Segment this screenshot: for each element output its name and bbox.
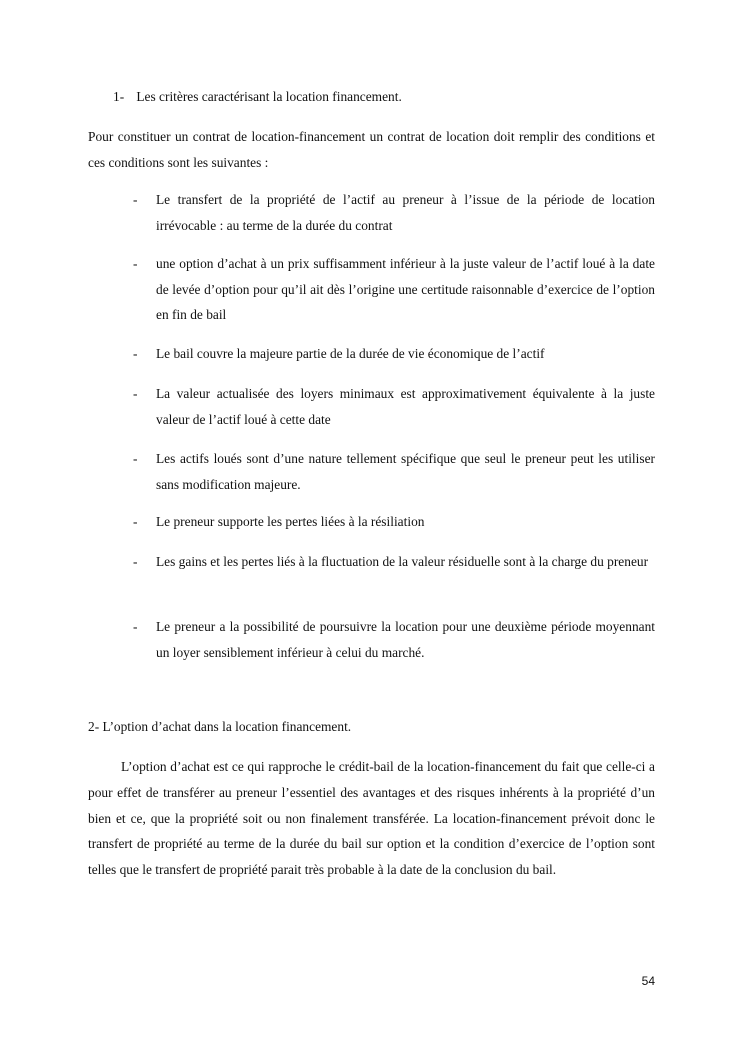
bullet-dash: - xyxy=(133,514,138,529)
bullet-dash: - xyxy=(133,192,138,207)
bullet-dash: - xyxy=(133,554,138,569)
criteria-item-text: Le transfert de la propriété de l’actif au preneur à l’issue de la période de location irrévocable : au terme de la durée du contrat xyxy=(156,192,655,233)
criteria-item-text: La valeur actualisée des loyers minimaux est approximativement équivalente à la juste valeur de l’actif loué à cette date xyxy=(156,386,655,427)
criteria-item-text: Les actifs loués sont d’une nature tellement spécifique que seul le preneur peut les utiliser sans modification majeure. xyxy=(156,451,655,492)
section-1-title: Les critères caractérisant la location financement. xyxy=(136,89,402,104)
bullet-dash: - xyxy=(133,346,138,361)
section-1-heading xyxy=(113,87,673,107)
bullet-dash: - xyxy=(133,619,138,634)
section-2-paragraph xyxy=(88,754,655,883)
bullet-dash: - xyxy=(133,451,138,466)
criteria-item-text: une option d’achat à un prix suffisamment inférieur à la juste valeur de l’actif loué à la date de levée d’option pour qu’il ait dès l’origine une certitude raisonnable d’exercice de l’option en fin de bail xyxy=(156,256,655,322)
criteria-item xyxy=(133,446,655,497)
bullet-dash: - xyxy=(133,256,138,271)
bullet-dash: - xyxy=(133,386,138,401)
criteria-item xyxy=(133,251,655,328)
section-1-intro-paragraph: Pour constituer un contrat de location-financement un contrat de location doit remplir des conditions et ces conditions sont les suivantes : xyxy=(88,129,655,170)
criteria-item xyxy=(133,187,655,238)
criteria-item-text: Le bail couvre la majeure partie de la durée de vie économique de l’actif xyxy=(156,346,545,361)
section-1-number: 1- xyxy=(113,89,125,104)
criteria-item xyxy=(133,509,655,535)
criteria-item xyxy=(133,381,655,432)
criteria-item-text: Les gains et les pertes liés à la fluctuation de la valeur résiduelle sont à la charge du preneur xyxy=(156,554,649,569)
criteria-item-text: Le preneur a la possibilité de poursuivre la location pour une deuxième période moyennant un loyer sensiblement inférieur à celui du marché. xyxy=(156,619,655,660)
criteria-item xyxy=(133,341,655,367)
section-2-body-text: L’option d’achat est ce qui rapproche le crédit-bail de la location-financement du fait que celle-ci a pour effet de transférer au preneur l’essentiel des avantages et des risques inhérents à la propriété d’un bien et ce, que la propriété soit ou non finalement transférée. La location-financement prévoit donc le transfert de propriété au terme de la durée du bail sur option et la condition d’exercice de l’option sont telles que le transfert de propriété parait très probable à la date de la conclusion du bail. xyxy=(88,759,655,878)
page-number: 54 xyxy=(641,974,655,988)
criteria-item xyxy=(133,549,655,575)
section-2-heading: 2- L’option d’achat dans la location financement. xyxy=(88,719,352,734)
criteria-item-text: Le preneur supporte les pertes liées à la résiliation xyxy=(156,514,425,529)
criteria-item xyxy=(133,614,655,665)
